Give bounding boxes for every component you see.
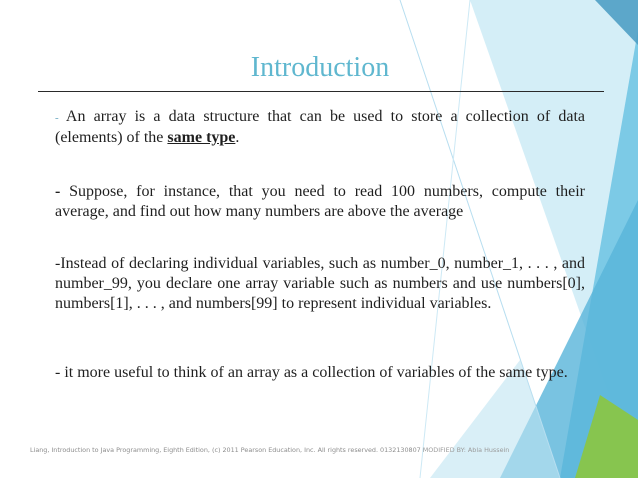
- paragraph-1-bullet: -: [55, 112, 59, 124]
- paragraph-collection-of-variables: - it more useful to think of an array as a collection of variables of the same type.: [55, 364, 568, 381]
- slide-title: Introduction: [250, 52, 390, 83]
- paragraph-example-scenario: [55, 182, 585, 222]
- same-type-emphasis: same type: [167, 129, 236, 146]
- footer-modified-by: MODIFIED BY: Abla Hussein: [422, 446, 510, 454]
- paragraph-1-text: An array is a data structure that can be used to store a collection of data (elements) of the: [55, 108, 585, 146]
- paragraph-2-text: Suppose, for instance, that you need to read 100 numbers, compute their average, and find out how many numbers are above the average: [55, 183, 585, 220]
- paragraph-2-bullet: -: [55, 183, 61, 200]
- slide-footer: [30, 446, 630, 454]
- paragraph-array-variable: -Instead of declaring individual variables, such as number_0, number_1, . . . , and number_99, you declare one array variable such as numbers and use numbers[0], numbers[1], . . . , and numbers[99] to represent individual variables.: [55, 255, 585, 312]
- paragraph-1-end: .: [235, 129, 240, 146]
- footer-citation: Liang, Introduction to Java Programming, Eighth Edition, (c) 2011 Pearson Education, Inc. All rights reserved. 0132130807: [30, 446, 423, 454]
- paragraph-array-definition: [55, 107, 585, 148]
- title-divider: [38, 91, 604, 92]
